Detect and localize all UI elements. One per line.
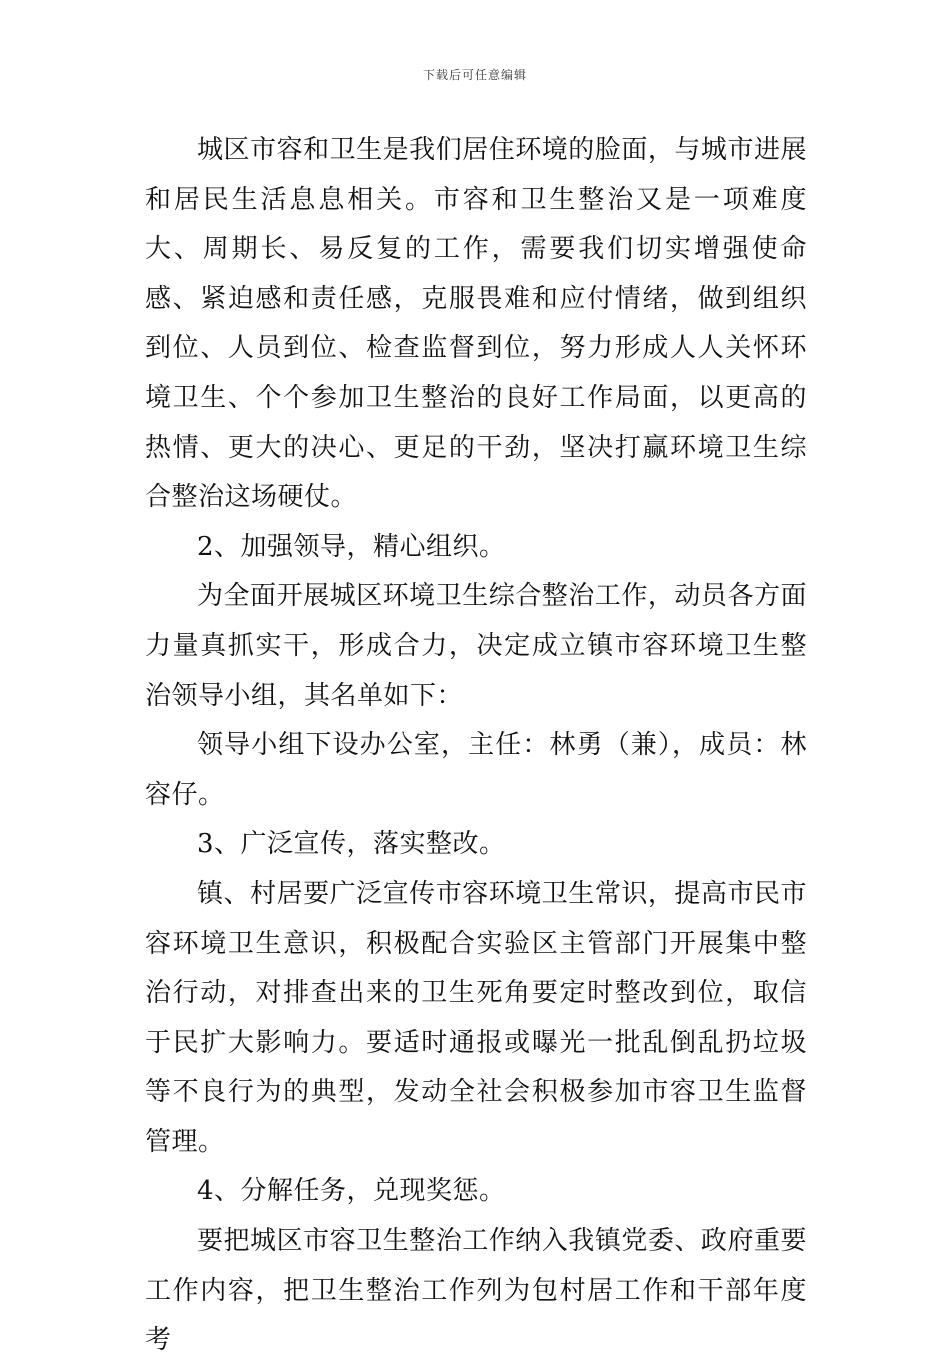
heading-section-3: 3、广泛宣传，落实整改。: [197, 829, 506, 860]
paragraph-intro: 城区市容和卫生是我们居住环境的脸面，与城市进展和居民生活息息相关。市容和卫生整治又是一项难度大、周期长、易反复的工作，需要我们切实增强使命感、紧迫感和责任感，克服畏难和应付情绪，做到组织到位、人员到位、检查监督到位，努力形成人人关怀环境卫生、个个参加卫生整治的良好工作局面，以更高的热情、更大的决心、更足的干劲，坚决打赢环境卫生综合整治这场硬仗。: [145, 135, 807, 513]
paragraph-office: 领导小组下设办公室，主任：林勇（兼），成员：林容仔。: [145, 730, 807, 810]
document-body: [145, 126, 807, 1366]
paragraph-section-3: 镇、村居要广泛宣传市容环境卫生常识，提高市民市容环境卫生意识，积极配合实验区主管部门开展集中整治行动，对排查出来的卫生死角要定时整改到位，取信于民扩大影响力。要适时通报或曝光一批乱倒乱扔垃圾等不良行为的典型，发动全社会积极参加市容卫生监督管理。: [145, 878, 807, 1157]
heading-section-4: 4、分解任务，兑现奖惩。: [197, 1176, 506, 1207]
paragraph-section-4: 要把城区市容卫生整治工作纳入我镇党委、政府重要工作内容，把卫生整治工作列为包村居工作和干部年度考: [145, 1226, 807, 1356]
page-header-note: 下载后可任意编辑: [422, 68, 527, 82]
paragraph-section-2: 为全面开展城区环境卫生综合整治工作，动员各方面力量真抓实干，形成合力，决定成立镇市容环境卫生整治领导小组，其名单如下：: [145, 581, 807, 711]
heading-section-2: 2、加强领导，精心组织。: [197, 531, 506, 562]
